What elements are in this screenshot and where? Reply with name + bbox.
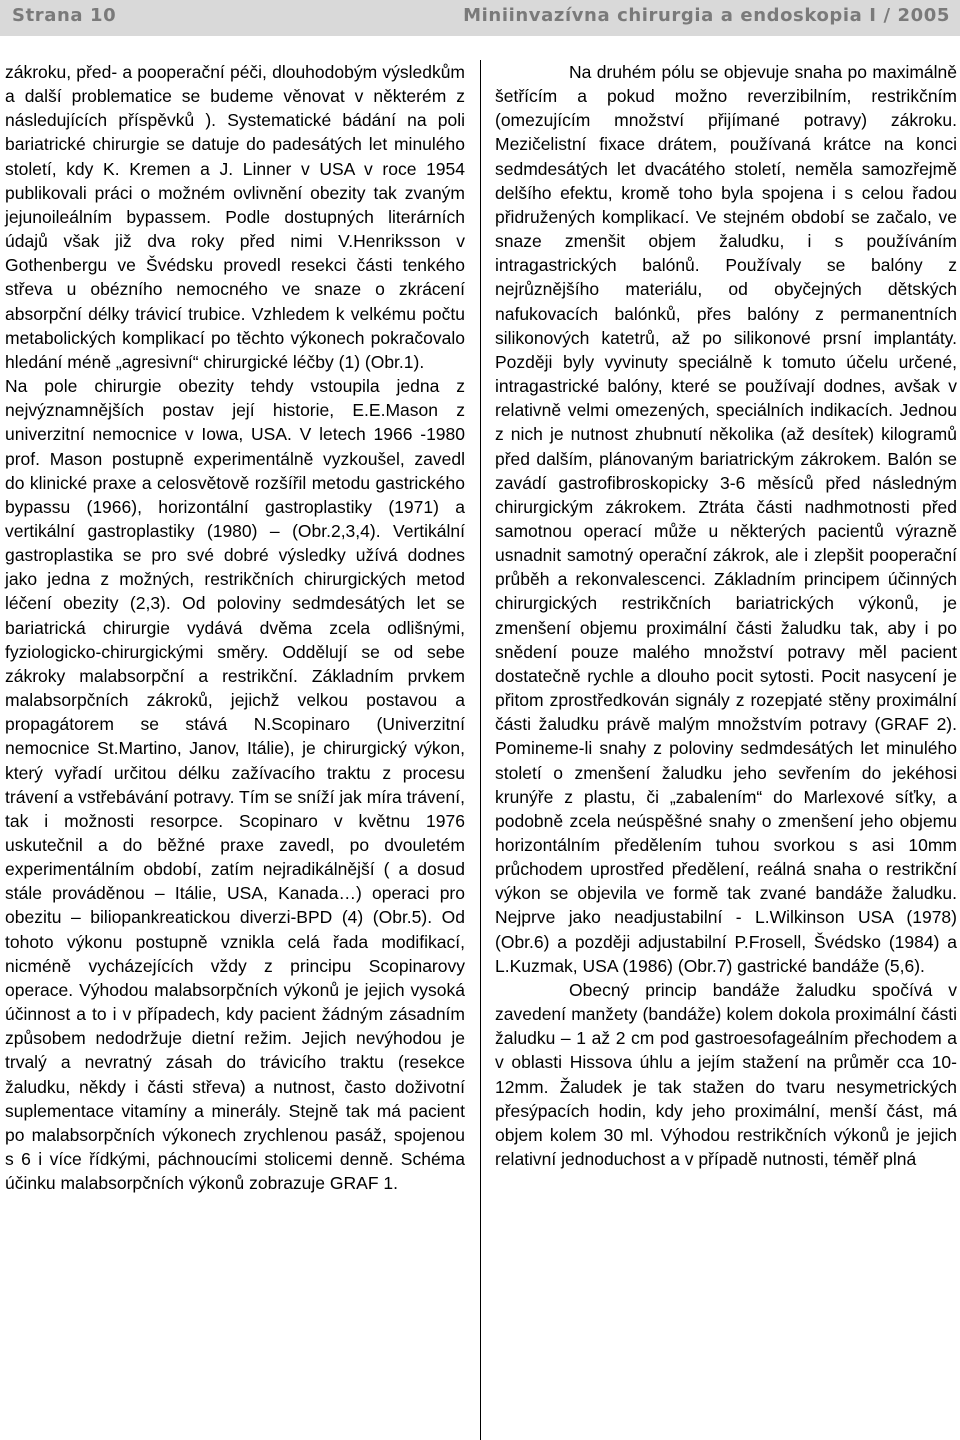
- right-paragraph-2: Obecný princip bandáže žaludku spočívá v zavedení manžety (bandáže) kolem dokola proximální části žaludku – 1 až 2 cm pod gastroesofageálním přechodem a v oblasti Hissova úhlu a jejím stažení na průměr cca 10-12mm. Žaludek je tak stažen do tvaru nesymetrických přesýpacích hodin, kdy jeho proximální, menší část, má objem kolem 30 ml. Výhodou restrikčních výkonů je jejich relativní jednoduchost a v případě nutnosti, téměř plná: [495, 979, 957, 1170]
- page-header: [0, 0, 960, 36]
- page-number: Strana 10: [12, 5, 117, 26]
- column-divider: [480, 60, 481, 1440]
- left-column: [5, 60, 465, 1195]
- left-paragraph-1: zákroku, před- a pooperační péči, dlouhodobým výsledkům a další problematice se budeme věnovat v některém z následujících příspěvků ). Systematické bádání na poli bariatrické chirurgie se datuje do padesátých let minulého století, kdy K. Kremen a J. Linner v USA v roce 1954 publikovali práci o možném ovlivnění obezity tak zvaným jejunoilеálním bypassem. Podle dostupných literárních údajů však již dva roky před nimi V.Henriksson v Gothenbergu ve Švédsku provedl resekci části tenkého střeva u obézního nemocného ve snaze o zkrácení absorpční délky trávicí trubice. Vzhledem k velkému počtu metabolických komplikací po těchto výkonech pokračovalo hledání méně „agresivní“ chirurgické léčby (1) (Obr.1).: [5, 62, 465, 372]
- right-column: [495, 60, 957, 1171]
- journal-title: Miniinvazívna chirurgia a endoskopia I / 2005: [463, 5, 950, 26]
- right-paragraph-1: Na druhém pólu se objevuje snaha po maximálně šetřícím a pokud možno reverzibilním, restrikčním (omezujícím množství přijímané potravy) zákroku. Mezičelistní fixace drátem, používaná krátce na konci sedmdesátých let dvacátého století, neměla samozřejmě delšího efektu, kromě toho byla spojena i s celou řadou přidružených komplikací. Ve stejném období se začalo, ve snaze zmenšit objem žaludku, i s používáním intragastrických balónů. Používaly se balóny z nejrůznějšího materiálu, od obyčejných dětských nafukovacích balónků, přes balóny z permanentních silikonových katetrů, až po silikonové prsní implantáty. Později byly vyvinuty speciálně k tomuto účelu určené, intragastrické balóny, které se používají dodnes, avšak v relativně velmi omezených, speciálních indikacích. Jednou z nich je nutnost zhubnutí několika (až desítek) kilogramů před dalším, plánovaným bariatrickým zákrokem. Balón se zavádí gastrofibroskopicky 3-6 měsíců před následným chirurgickým zákrokem. Ztráta části nadhmotnosti před samotnou operací může u některých pacientů výrazně usnadnit samotný operační zákrok, ale i zlepšit pooperační průběh a rekonvalescenci. Základním principem účinných chirurgických restrikčních bariatrických výkonů, je zmenšení objemu proximální části žaludku tak, aby i po snědení pouze malého množství potravy měl pacient dostatečně rychle a dlouho pocit sytosti. Pocit nasycení je přitom zprostředkován signály z rozepjaté stěny proximální části žaludku právě malým množstvím potravy (GRAF 2). Pomineme-li snahy z poloviny sedmdesátých let minulého století o zmenšení žaludku jeho sevřením do jekéhosi krunýře z plastu, či „zabalením“ do Marlexové síťky, a podobně zcela neúspěšné snahy o zmenšení jeho objemu horizontálním předělením tuhou svorkou s asi 10mm průchodem uprostřed předělení, reálná snaha o restrikční výkon se objevila ve formě tak zvané bandáže žaludku. Nejprve jako neadjustabilní - L.Wilkinson USA (1978) (Obr.6) a později adjustabilní P.Frosell, Švédsko (1984) a L.Kuzmak, USA (1986) (Obr.7) gastrické bandáže (5,6).: [495, 62, 957, 976]
- left-paragraph-2: Na pole chirurgie obezity tehdy vstoupila jedna z nejvýznamnějších postav její historie, E.E.Mason z univerzitní nemocnice v Iowa, USA. V letech 1966 -1980 prof. Mason postupně experimentálně vyzkoušel, zavedl do klinické praxe a celosvětově rozšířil metodu gastrického bypassu (1966), horizontální gastroplastiky (1971) a vertikální gastroplastiky (1980) – (Obr.2,3,4). Vertikální gastroplastika se pro své dobré výsledky užívá dodnes jako jedna z možných, restrikčních chirurgických metod léčení obezity (2,3). Od poloviny sedmdesátých let se bariatrická chirurgie vydává dvěma zcela odlišnými, fyziologicko-chirurgickými směry. Oddělují se od sebe zákroky malabsorpční a restrikční. Základním prvkem malabsorpčních zákroků, jejichž velkou postavou a propagátorem se stává N.Scopinaro (Univerzitní nemocnice St.Martino, Janov, Itálie), je chirurgický výkon, který vyřadí určitou délku zažívacího traktu z procesu trávení a vstřebávání potravy. Tím se sníží jak míra trávení, tak i možnosti resorpce. Scopinaro v květnu 1976 uskutečnil a do běžné praxe zavedl, po dvouletém experimentálním období, zatím nejradikálnější ( a dosud stále prováděnou – Itálie, USA, Kanada…) operaci pro obezitu – biliopankreatickou diverzi-BPD (4) (Obr.5). Od tohoto výkonu postupně vznikla celá řada modifikací, nicméně vycházejících vždy z principu Scopinarovy operace. Výhodou malabsorpčních výkonů je jejich vysoká účinnost a to i v případech, kdy pacient žádným zásadním způsobem nedodržuje dietní režim. Jejich nevýhodou je trvalý a nevratný zásah do trávicího traktu (resekce žaludku, někdy i části střeva) a nutnost, často doživotní suplementace vitamíny a minerály. Stejně tak má pacient po malabsorpčních výkonech zrychlenou pasáž, spojenou s 6 i více řídkými, páchnoucími stolicemi denně. Schéma účinku malabsorpčních výkonů zobrazuje GRAF 1.: [5, 376, 465, 1194]
